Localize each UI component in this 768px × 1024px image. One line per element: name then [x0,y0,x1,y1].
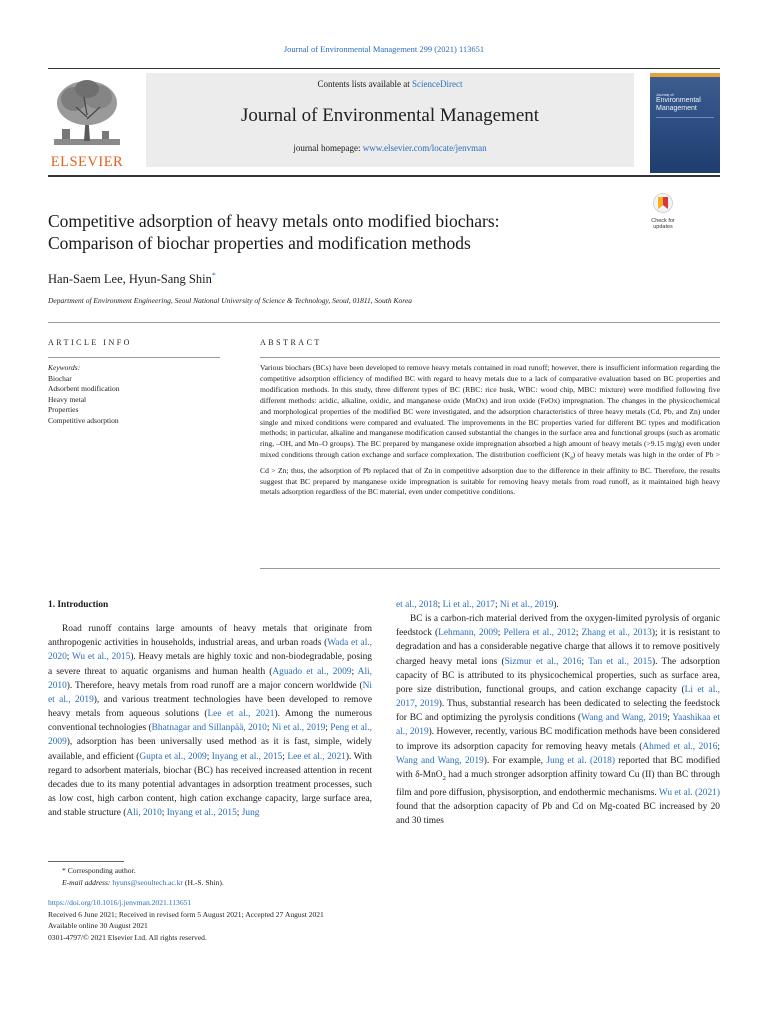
homepage-link[interactable]: www.elsevier.com/locate/jenvman [362,143,487,153]
body-text: ; [717,741,720,752]
body-text: , [414,699,421,710]
citation-link[interactable]: Jung [241,808,260,819]
body-text: ); it is resistant to degradation and has a considerable negative charge that allows it to remove positively charged heavy metal ions ( [396,628,721,667]
corresponding-author-note [48,865,448,877]
intro-paragraph-1 [48,622,372,820]
body-text: ). For example, [483,755,547,766]
article-info-divider [48,357,220,358]
body-text: ; [667,713,673,724]
citation-link[interactable]: Ahmed et al., 2016 [642,741,718,752]
journal-title: Journal of Environmental Management [240,105,540,126]
body-text: ), adsorption has been universally used method as it is fast, simple, widely available, and efficient ( [48,737,372,762]
body-text: ; [236,808,242,819]
body-text: ; [325,723,331,734]
body-text: ; [351,666,358,677]
article-title-line-2: Comparison of biochar properties and modification methods [48,233,471,253]
citation-link[interactable]: 2019 [420,699,439,710]
tree-icon [54,77,120,149]
check-for-updates-button[interactable] [646,193,680,230]
footnotes [48,865,448,889]
citation-link[interactable]: Wu et al., 2015 [71,652,131,663]
body-text: reported that BC modified with δ-MnO [396,755,720,780]
citation-link[interactable]: Yaashikaa et al., 2019 [396,713,720,738]
cover-title [656,93,716,113]
body-text: ; [266,723,272,734]
keyword: Properties [48,405,79,414]
body-text: ; [494,600,500,610]
contents-line [146,79,634,89]
keywords-block [48,363,220,426]
citation-link[interactable]: Ni et al., 2019 [48,680,372,705]
citation-link[interactable]: Pellera et al., 2012 [503,628,576,639]
author-list [48,271,216,287]
citation-link[interactable]: Ni et al., 2019 [499,600,554,610]
citation-link[interactable]: Aguado et al., 2009 [272,666,352,677]
article-title-line-1: Competitive adsorption of heavy metals onto modified biochars: [48,211,500,231]
journal-masthead [48,68,720,177]
contents-prefix: Contents lists available at [317,79,412,89]
citation-link[interactable]: Tan et al., 2015 [588,656,652,667]
online-date: Available online 30 August 2021 [48,921,148,930]
section-heading-introduction: 1. Introduction [48,600,109,610]
citation-link[interactable]: Inyang et al., 2015 [211,751,283,762]
body-text: ; [206,751,212,762]
article-title [48,210,608,254]
body-text: ; [282,751,288,762]
citation-link[interactable]: Lee et al., 2021 [287,751,346,762]
citation-link[interactable]: Bhatnagar and Sillanpää, 2010 [151,723,267,734]
abstract-subscript: d [570,456,573,462]
citation-link[interactable]: Peng et al., 2009 [48,723,372,748]
citation-link[interactable]: Zhang et al., 2013 [581,628,652,639]
citation-link[interactable]: et al., 2018 [396,600,438,610]
email-suffix: (H.-S. Shin). [183,878,224,887]
corresponding-author-text: Corresponding author. [67,866,136,875]
bookmark-icon [650,193,676,213]
footnote-mark: * [62,866,66,875]
citation-link[interactable]: Ni et al., 2019 [271,723,326,734]
author-names: Han-Saem Lee, Hyun-Sang Shin [48,272,212,287]
article-info-heading: ARTICLE INFO [48,338,132,347]
citation-link[interactable]: Wang and Wang, 2019 [396,755,484,766]
body-text: ; [575,628,582,639]
intro-paragraph-1-continued [396,598,720,612]
citation-link[interactable]: Jung et al. (2018) [546,755,615,766]
check-updates-line-1: Check for [651,218,675,224]
body-text: ). Heavy metals are highly toxic and non-biodegradable, posing a severe threat to aquatic organisms and human health ( [48,652,372,677]
body-text: Road runoff contains large amounts of heavy metals that originate from anthropogenic activities in households, industrial areas, and urban roads ( [48,624,372,649]
cover-divider [656,117,714,118]
body-text: ; [497,628,504,639]
keyword: Adsorbent modification [48,384,120,393]
keywords-label: Keywords: [48,363,81,372]
citation-link[interactable]: Lee et al., 2021 [207,709,275,720]
body-text: ), and various treatment technologies have been developed to remove heavy metals from aqueous solutions ( [48,694,372,720]
abstract-part-2: ) of heavy metals was high in the order of Pb > Cd > Zn; thus, the adsorption of Pb replaced that of Zn in competitive adsorption due to the difference in their affinity to BC. Therefore, the results suggest that BC prepared by manganese oxide impregnation is suitable for removing heavy metals from road runoff, as it maintained high heavy metals adsorption regardless of the BC material, even under competitive conditions. [260,450,720,497]
footnote-divider [48,861,124,862]
body-text: ; [161,808,167,819]
body-text: ). Therefore, heavy metals from road runoff are a major concern worldwide ( [66,680,363,691]
citation-link[interactable]: Inyang et al., 2015 [166,808,237,819]
body-text: had a much stronger adsorption affinity toward Cu (II) than BC through film and pore diffusion, physisorption, and endothermic mechanisms. [396,769,720,798]
email-note [48,877,448,889]
body-text: found that the adsorption capacity of Pb and Cd on Mg-coated BC increased by 20 and 30 times [396,802,720,827]
keyword: Heavy metal [48,394,87,404]
cover-title-small: Journal of [656,92,674,97]
copyright-line: 0301-4797/© 2021 Elsevier Ltd. All rights reserved. [48,932,207,942]
citation-link[interactable]: Wu et al. (2021) [658,787,720,798]
body-column-left [48,598,372,820]
citation-link[interactable]: Lehmann, 2009 [438,628,498,639]
corresponding-author-mark[interactable]: * [211,271,216,280]
citation-link[interactable]: Gupta et al., 2009 [139,751,207,762]
doi-link[interactable]: https://doi.org/10.1016/j.jenvman.2021.113651 [48,898,192,907]
abstract-bottom-divider [260,568,720,569]
abstract-divider [260,357,720,358]
homepage-label: journal homepage: [293,143,363,153]
body-column-right [396,598,720,828]
body-text: ). With regard to adsorbent materials, biochar (BC) has received increased attention in recent decades due to its many potential advantages in adsorption treatment processes, such as low cost, high carbon content, high cation exchange capacity, large surface area, and stable structure ( [48,751,372,819]
section-divider [48,322,720,323]
elsevier-logo[interactable] [48,77,126,171]
email-link[interactable]: hyuns@seoultech.ac.kr [112,878,184,887]
body-text: ; [66,652,72,663]
cover-title-main: Environmental Management [656,97,701,113]
body-text: ). However, recently, various BC modification methods have been considered to improve its adsorption capacity for removing heavy metals ( [396,727,720,752]
body-text: ; [437,600,443,610]
running-head[interactable]: Journal of Environmental Management 299 (2021) 113651 [283,44,485,54]
abstract-part-1: Various biochars (BCs) have been developed to remove heavy metals contained in road runoff; however, there is insufficient information regarding the competitive adsorption efficiency of modified BC with regard to heavy metals due to a lack of comparative evaluation based on BC properties and modification methods. In this study, three different types of BC (RBC: rice husk, WBC: wood chip, MBC: mixture) were modified following five different methods: acidic, alkaline, oxidic, and manganese oxide (MnOx) and iron oxide (FeOx) impregnation. The changes in the physicochemical and morphological properties of the modified BC were investigated, and the adsorption characteristics of three heavy metals (Cd, Pb, and Zn) under single and mixed conditions were compared and evaluated. The improvements in the BC properties varied for different BC types and modification methods; in particular, alkaline and manganese modification caused substantial the changes in the surface area and functional groups (such as aromatic ring, –OH, and Mn–O groups). The BC prepared by manganese oxide impregnation absorbed a high amount of heavy metals (>9.15 mg/g) even under mixed conditions through cation exchange and surface complexation. The distribution coefficient (K [260,363,720,460]
body-text: ). The adsorption capacity of BC is attributed to its physicochemical properties, such as surface area, pore size distribution, functional groups, and cation exchange capacity ( [396,656,720,695]
citation-link[interactable]: Ali, 2010 [126,808,162,819]
keyword: Biochar [48,373,72,383]
author-affiliation: Department of Environment Engineering, Seoul National University of Science & Technology, Seoul, 01811, South Korea [48,296,412,305]
masthead-banner [146,73,634,167]
body-text: ). Thus, substantial research has been dedicated to selecting the feedstock for BC and optimizing the pyrolysis conditions ( [396,699,721,724]
body-text: ). [553,600,559,610]
citation-link[interactable]: Wada et al., 2020 [48,638,372,663]
citation-link[interactable]: Sizmur et al., 2016 [504,656,582,667]
received-dates: Received 6 June 2021; Received in revised form 5 August 2021; Accepted 27 August 2021 [48,909,324,919]
abstract-text [260,363,720,498]
citation-link[interactable]: Li et al., 2017 [396,684,720,710]
citation-link[interactable]: Ali, 2010 [48,666,372,691]
publication-info [48,897,548,943]
journal-cover-thumbnail[interactable] [650,73,720,173]
abstract-heading: ABSTRACT [260,338,322,347]
publisher-name: ELSEVIER [50,154,124,170]
body-text: ; [581,656,589,667]
body-text: ). Among the numerous conventional technologies ( [48,709,372,734]
intro-paragraph-2 [396,612,720,828]
citation-link[interactable]: Wang and Wang, 2019 [581,713,668,724]
subscript: 2 [442,774,446,782]
check-updates-line-2: updates [653,224,673,230]
email-label: E-mail address: [62,878,113,887]
sciencedirect-link[interactable]: ScienceDirect [412,79,463,89]
body-text: BC is a carbon-rich material derived from the oxygen-limited pyrolysis of organic feedstock ( [396,614,720,639]
keyword: Competitive adsorption [48,415,119,425]
citation-link[interactable]: Li et al., 2017 [442,600,495,610]
homepage-line [146,143,634,153]
